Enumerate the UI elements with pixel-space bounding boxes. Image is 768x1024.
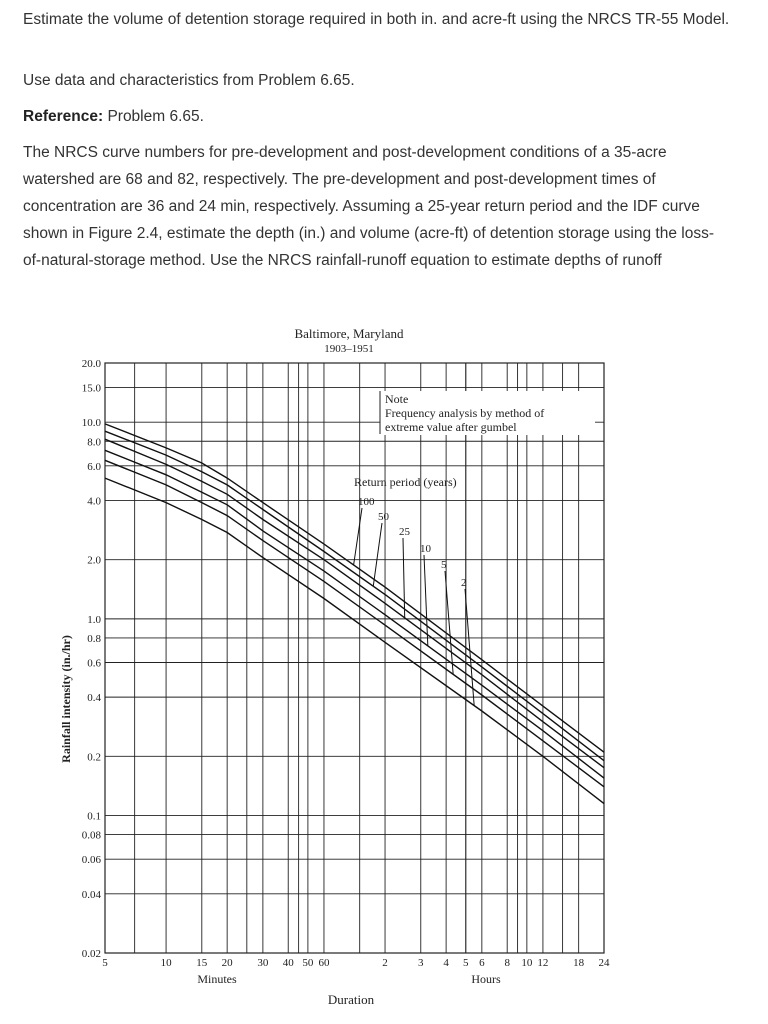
x-tick-label: 8 [504, 957, 510, 969]
note-title: Note [385, 392, 409, 406]
x-tick-label: 10 [160, 957, 172, 969]
y-tick-label: 0.1 [87, 810, 101, 823]
legend-label-2: 2 [461, 577, 467, 589]
x-tick-label: 50 [302, 957, 314, 969]
x-tick-label: 20 [221, 957, 233, 969]
chart-subtitle: 1903–1951 [324, 343, 374, 355]
x-tick-label: 18 [573, 957, 585, 969]
y-tick-label: 0.06 [81, 854, 101, 867]
y-tick-label: 10.0 [81, 417, 101, 430]
y-tick-label: 15.0 [81, 382, 101, 395]
y-axis-ticks [82, 358, 102, 960]
y-tick-label: 0.8 [87, 632, 101, 645]
y-tick-label: 4.0 [87, 495, 101, 508]
legend-leader-25 [403, 538, 405, 618]
data-source-line: Use data and characteristics from Problem 6.65. [23, 72, 355, 89]
x-tick-label: 4 [443, 957, 449, 969]
y-tick-label: 2.0 [87, 554, 101, 567]
x-tick-label: 10 [521, 957, 533, 969]
idf-chart [0, 318, 768, 1024]
x-tick-label: 15 [196, 957, 208, 969]
reference-value: Problem 6.65. [107, 108, 204, 125]
y-tick-label: 0.04 [81, 888, 101, 901]
idf-curve-2 [105, 478, 604, 803]
x-tick-label: 30 [257, 957, 269, 969]
note-line-1: Frequency analysis by method of [385, 406, 545, 420]
y-tick-label: 0.6 [87, 657, 101, 670]
x-tick-label: 40 [282, 957, 294, 969]
legend-label-25: 25 [399, 526, 410, 538]
x-tick-label: 24 [598, 957, 610, 969]
x-tick-label: 2 [382, 957, 388, 969]
x-tick-label: 5 [102, 957, 108, 969]
return-period-legend [354, 475, 475, 706]
y-tick-label: 0.4 [87, 692, 101, 705]
problem-body: The NRCS curve numbers for pre-development and post-development conditions of a 35-acre watershed are 68 and 82, respectively. The pre-development and post-development times of concentration are 36 and 24 min, respectively. Assuming a 25-year return period and the IDF curve shown in Figure 2.4, estimate the depth (in.) and volume (acre-ft) of detention storage using the loss-of-natural-storage method. Use the NRCS rainfall-runoff equation to estimate depths of runoff [23, 144, 714, 269]
legend-leader-50 [373, 523, 382, 586]
x-tick-label: 12 [537, 957, 549, 969]
x-group-minutes-label: Minutes [197, 972, 237, 986]
x-tick-label: 5 [463, 957, 469, 969]
x-tick-label: 6 [479, 957, 485, 969]
x-tick-label: 3 [418, 957, 424, 969]
y-tick-label: 1.0 [87, 613, 101, 626]
legend-label-50: 50 [378, 511, 389, 523]
legend-label-5: 5 [441, 559, 447, 571]
y-tick-label: 0.2 [87, 751, 101, 764]
reference-label: Reference: [23, 108, 104, 125]
legend-label-100: 100 [358, 496, 375, 508]
x-axis-ticks [102, 957, 610, 969]
reference-line [23, 103, 204, 130]
question-line: Estimate the volume of detention storage required in both in. and acre-ft using the NRCS TR-55 Model. [23, 11, 730, 28]
x-group-hours-label: Hours [471, 972, 501, 986]
note-line-2: extreme value after gumbel [385, 420, 517, 434]
y-tick-label: 20.0 [81, 358, 101, 370]
legend-title: Return period (years) [354, 475, 457, 489]
chart-title: Baltimore, Maryland [294, 326, 404, 341]
chart-grid [105, 363, 604, 953]
y-tick-label: 0.02 [81, 948, 101, 960]
y-tick-label: 8.0 [87, 436, 101, 449]
y-tick-label: 6.0 [87, 460, 101, 473]
y-tick-label: 0.08 [81, 829, 101, 842]
x-tick-label: 60 [318, 957, 330, 969]
idf-curve-10 [105, 450, 604, 778]
legend-leader-100 [354, 508, 362, 565]
note-box [380, 391, 595, 435]
legend-label-10: 10 [420, 543, 431, 555]
x-axis-label: Duration [327, 992, 375, 1007]
y-axis-label: Rainfall intensity (in./hr) [59, 635, 73, 763]
plot-frame [105, 363, 604, 953]
